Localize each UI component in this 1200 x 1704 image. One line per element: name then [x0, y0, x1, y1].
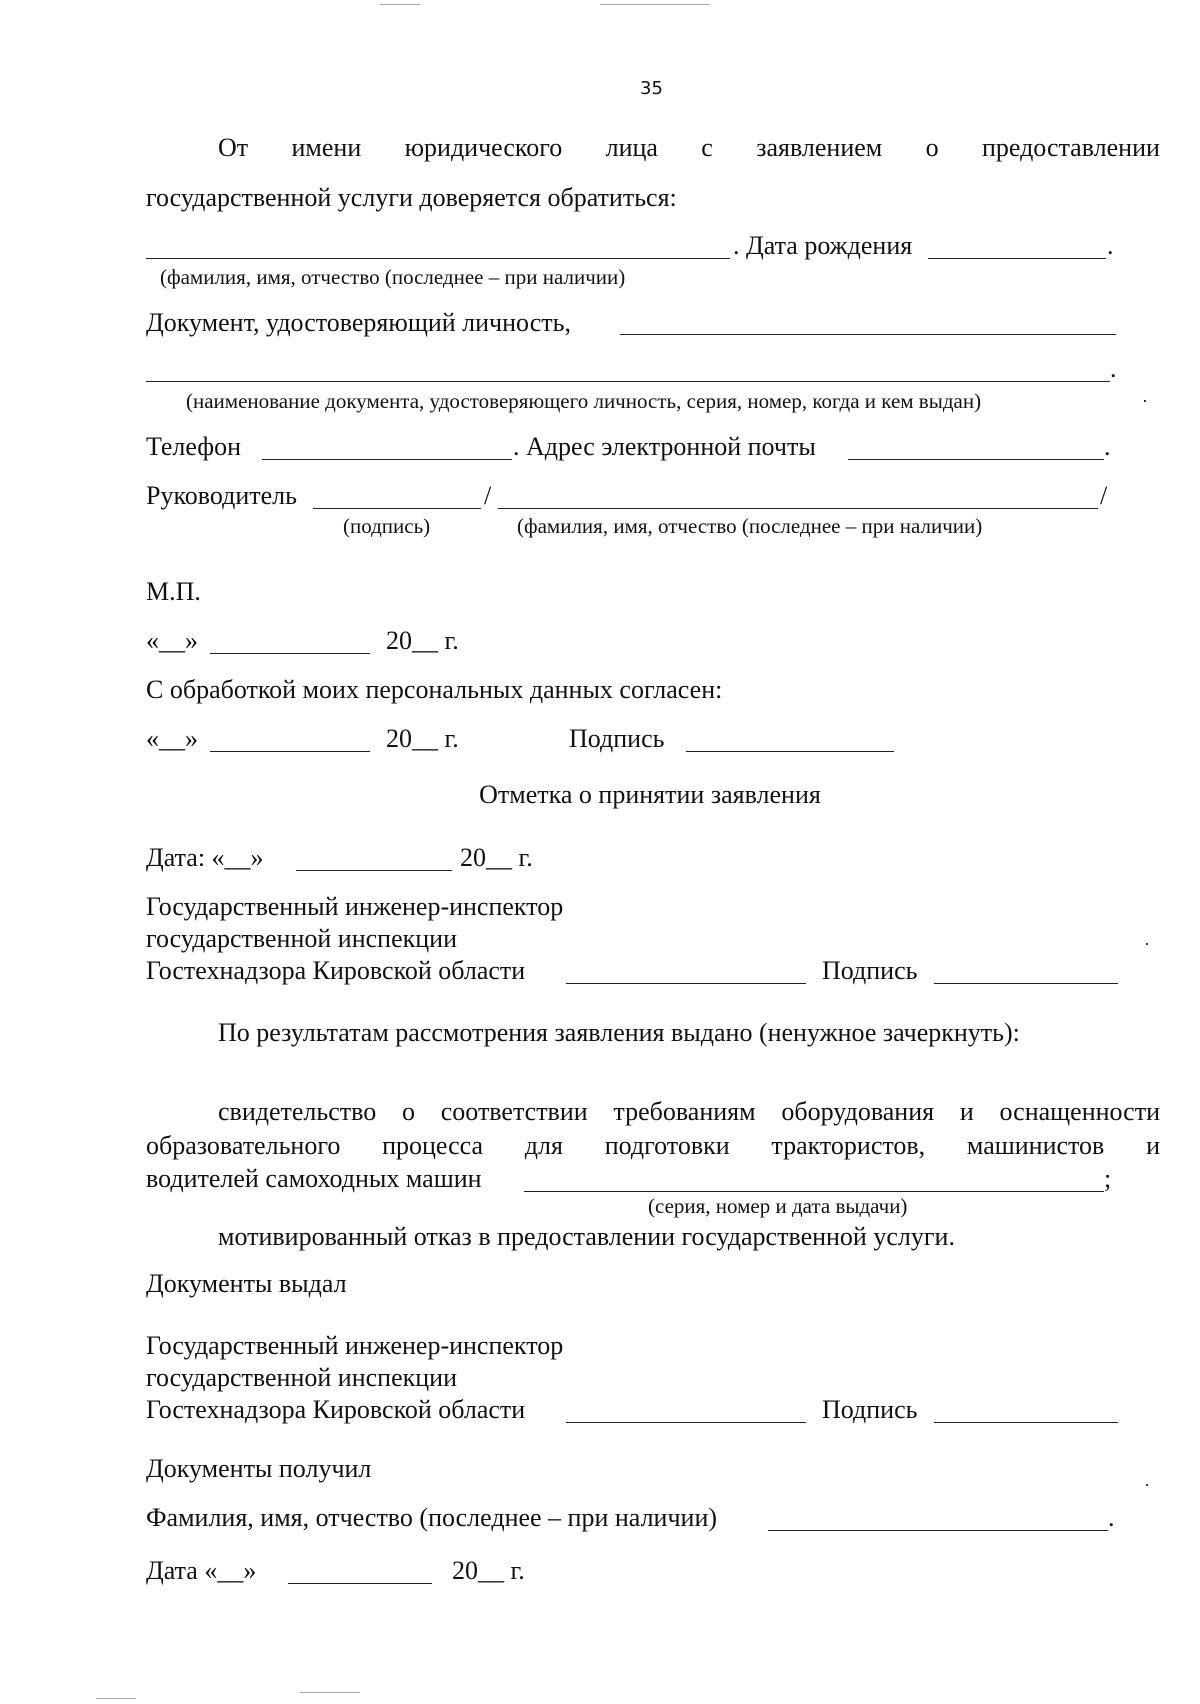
- recipient-name-label: Фамилия, имя, отчество (последнее – при наличии): [146, 1503, 718, 1532]
- scan-artifact: [380, 4, 420, 5]
- issuer-name-blank[interactable]: [566, 1422, 806, 1423]
- email-label: . Адрес электронной почты: [513, 432, 816, 461]
- acceptance-date-year: 20__ г.: [460, 843, 533, 872]
- scan-artifact: [1146, 943, 1148, 945]
- inspector-name-blank[interactable]: [566, 983, 806, 984]
- stamp-label: М.П.: [146, 577, 201, 606]
- certificate-caption: (серия, номер и дата выдачи): [648, 1194, 908, 1218]
- received-date-year: 20__ г.: [452, 1556, 525, 1585]
- received-date-month-blank[interactable]: [288, 1583, 432, 1584]
- intro-word: с: [701, 133, 713, 162]
- identity-document-caption: (наименование документа, удостоверяющего личность, серия, номер, когда и кем выдан): [186, 389, 982, 413]
- head-label: Руководитель: [146, 481, 297, 510]
- end-punct: .: [1104, 432, 1111, 461]
- end-punct: .: [1107, 231, 1114, 260]
- inspector-title-line-3: Гостехнадзора Кировской области: [146, 956, 526, 985]
- identity-document-blank-2[interactable]: [146, 381, 1110, 382]
- intro-line-2: государственной услуги доверяется обратиться:: [146, 183, 677, 212]
- date-month-blank[interactable]: [210, 653, 370, 654]
- identity-document-label: Документ, удостоверяющий личность,: [146, 308, 571, 337]
- consent-signature-blank[interactable]: [686, 751, 894, 752]
- issued-title: Документы выдал: [146, 1269, 347, 1298]
- scan-artifact: [96, 1698, 136, 1699]
- phone-blank[interactable]: [262, 459, 512, 460]
- issuer-signature-label: Подпись: [822, 1395, 918, 1424]
- scan-artifact: [300, 1692, 360, 1693]
- end-punct: ;: [1104, 1164, 1112, 1193]
- intro-word: заявлением: [756, 133, 883, 162]
- inspector-signature-blank[interactable]: [934, 983, 1118, 984]
- intro-line-1: [218, 133, 1160, 163]
- recipient-name-blank[interactable]: [768, 1530, 1108, 1531]
- received-date-label: Дата «__»: [146, 1556, 257, 1585]
- issuer-title-line-1: Государственный инженер-инспектор: [146, 1331, 564, 1360]
- certificate-details-blank[interactable]: [524, 1191, 1104, 1192]
- slash: /: [484, 481, 492, 510]
- certificate-line-3: водителей самоходных машин: [146, 1164, 482, 1193]
- date-day: «__»: [146, 626, 198, 655]
- full-name-blank[interactable]: [146, 258, 730, 259]
- scan-artifact: [1144, 400, 1146, 402]
- slash: /: [1100, 481, 1108, 510]
- inspector-title-line-1: Государственный инженер-инспектор: [146, 892, 564, 921]
- intro-word: о: [925, 133, 939, 162]
- identity-document-blank[interactable]: [620, 334, 1116, 335]
- head-name-blank[interactable]: [498, 508, 1098, 509]
- email-blank[interactable]: [848, 459, 1104, 460]
- consent-date-month-blank[interactable]: [210, 751, 370, 752]
- head-name-caption: (фамилия, имя, отчество (последнее – при наличии): [517, 514, 983, 538]
- inspector-title-line-2: государственной инспекции: [146, 924, 457, 953]
- acceptance-title: Отметка о принятии заявления: [479, 780, 821, 809]
- intro-word: От: [218, 133, 249, 162]
- intro-word: юридического: [404, 133, 563, 162]
- page-number: 35: [640, 78, 663, 99]
- refusal-text: мотивированный отказ в предоставлении государственной услуги.: [218, 1222, 955, 1251]
- intro-word: предоставлении: [981, 133, 1160, 162]
- scan-artifact: [1146, 1484, 1148, 1486]
- issuer-title-line-3: Гостехнадзора Кировской области: [146, 1395, 526, 1424]
- consent-text: С обработкой моих персональных данных согласен:: [146, 675, 723, 704]
- scan-artifact: [600, 4, 710, 5]
- certificate-line-1: свидетельство о соответствии требованиям оборудования и оснащенности: [218, 1097, 1160, 1126]
- consent-date-day: «__»: [146, 724, 198, 753]
- date-year: 20__ г.: [386, 626, 459, 655]
- birth-date-label: . Дата рождения: [733, 231, 913, 260]
- acceptance-date-label: Дата: «__»: [146, 843, 264, 872]
- certificate-line-2: образовательного процесса для подготовки трактористов, машинистов и: [146, 1131, 1160, 1160]
- acceptance-date-month-blank[interactable]: [296, 870, 452, 871]
- phone-label: Телефон: [146, 432, 242, 461]
- received-title: Документы получил: [146, 1454, 372, 1483]
- intro-word: имени: [291, 133, 362, 162]
- consent-date-year: 20__ г.: [386, 724, 459, 753]
- signature-caption: (подпись): [343, 514, 431, 538]
- full-name-caption: (фамилия, имя, отчество (последнее – при наличии): [160, 265, 626, 289]
- end-punct: .: [1108, 1503, 1115, 1532]
- issuer-signature-blank[interactable]: [934, 1422, 1118, 1423]
- intro-word: лица: [605, 133, 658, 162]
- end-punct: .: [1110, 354, 1117, 383]
- birth-date-blank[interactable]: [928, 258, 1106, 259]
- head-signature-blank[interactable]: [313, 508, 481, 509]
- consent-signature-label: Подпись: [569, 724, 665, 753]
- issuer-title-line-2: государственной инспекции: [146, 1363, 457, 1392]
- inspector-signature-label: Подпись: [822, 956, 918, 985]
- results-intro: По результатам рассмотрения заявления выдано (ненужное зачеркнуть):: [218, 1018, 1020, 1047]
